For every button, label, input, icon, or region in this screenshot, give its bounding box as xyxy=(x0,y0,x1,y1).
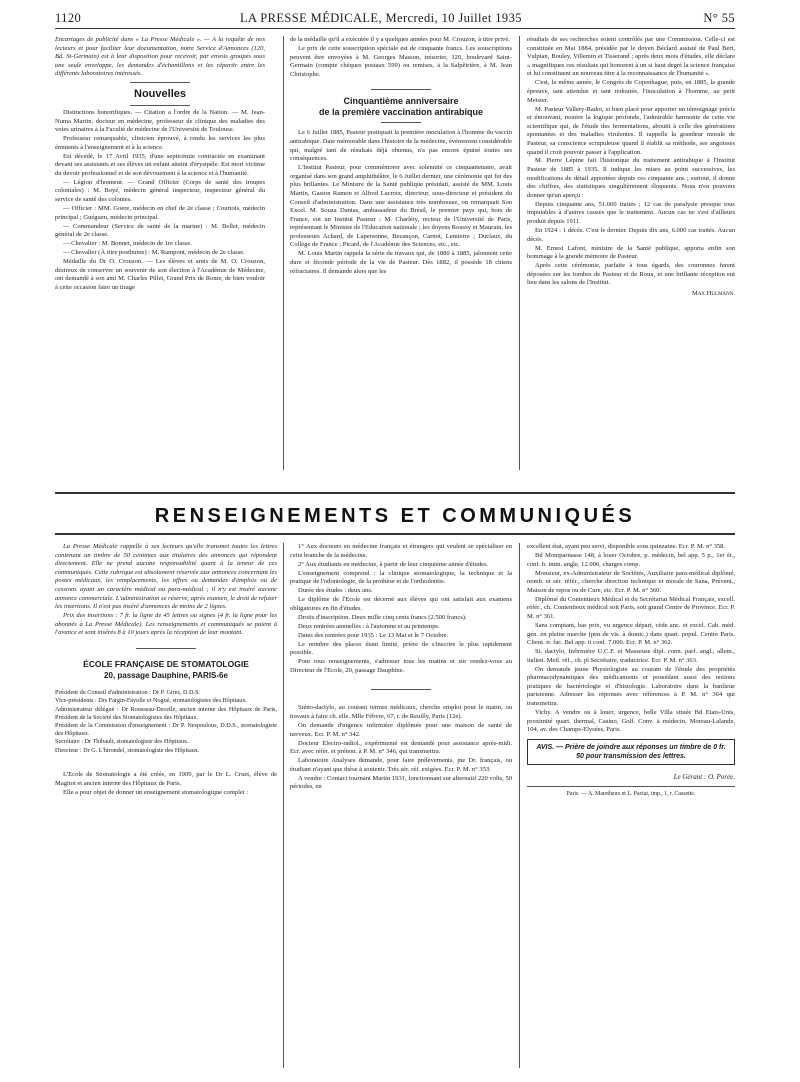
paragraph: résultats de ses recherches soient contrôlés par une Commission. Celle-ci est constituée en Mai 1884, présidée par le doyen Béclard assisté de Paul Bert, Vulpian, Bouley, Villemin et Tisserand ; après deux mois d'études, elle déclare « magnifiques ces résultats qui honorent à un si haut degré la science française et lui constituent un nouveau titre à la reconnaissance de l'humanité ». xyxy=(527,36,735,78)
page-header xyxy=(55,6,735,28)
paragraph: M. Ernest Lafont, ministre de la Santé publique, apporta enfin son hommage à la grande mémoire de Pasteur. xyxy=(527,244,735,261)
paragraph: Le 6 Juillet 1885, Pasteur pratiquait la première inoculation à l'homme du vaccin antirabique. Date mémorable dans l'histoire de la médecine, événement considérable qui, malgré tant de résultats déjà obtenus, n'a pas encore épuisé toutes ses conséquences. xyxy=(290,129,512,163)
paragraph: Dates des rentrées pour 1935 : Le 13 Mai et le 7 Octobre. xyxy=(298,631,449,639)
paragraph: — Officier : MM. Goere, médecin en chef de 2e classe ; Courtois, médecin principal ; Guéguen, médecin principal. xyxy=(55,205,265,221)
staff-line: Secrétaire : Dr Thibault, stomatologiste des Hôpitaux. xyxy=(55,738,189,746)
staff-line: Directeur : Dr G. L'hirondel, stomatologiste des Hôpitaux. xyxy=(55,746,200,754)
distinctions-paragraph: Distinctions honorifiques. — Citation a l'ordre de la Nation. — M. Jean-Numa Martin, docteur en médecine, professeur de clinique des maladies des voies urinaires à la Faculté de médecine de l'Université de Toulouse. xyxy=(55,108,265,134)
bottom-middle-column xyxy=(290,543,512,1073)
avis-box: AVIS. — Prière de joindre aux réponses un timbre de 0 fr. 50 pour transmission des lettres. xyxy=(527,739,735,765)
ecole-address: 20, passage Dauphine, PARIS-6e xyxy=(104,670,228,680)
classified-ad: On demande jeune Physiologiste au courant de l'étude des propriétés pharmacodynamiques des médicaments et possédant aussi des notions pratiques de bactériologie et d'histologie. Laboratoire dans la banlieue parisienne. Adresser les réponses avec références à P. M. n° 364 qui transmettra. xyxy=(527,665,735,708)
paragraph: Est décédé, le 17 Avril 1935, d'une septicémie contractée en examinant devant ses assistants et ses élèves un enfant atteint d'érysipèle. Est mort victime du devoir professionnel et de son dévouement à la science et à l'humanité. xyxy=(55,152,265,177)
staff-line: Administrateur délégué : Dr Rousseau-Decelle, ancien interne des Hôpitaux de Paris, Président de la Société des Stomatologistes des Hôpitaux. xyxy=(55,705,277,721)
classified-ad: Docteur Electro-radiol., expérimenté est demandé pour assistance après-midi. Ecr. avec référ. et prétent. à P. M. n° 346, qui transmettra. xyxy=(290,739,512,756)
staff-line: Président de la Commission d'enseignement : Dr P. Nespoulous, D.D.S., stomatologiste des Hôpitaux. xyxy=(55,722,277,738)
column-divider xyxy=(283,36,284,470)
paragraph: M. Pierre Lépine fait l'historique du traitement antirabique à l'Institut Pasteur de 1885 à 1935. Il indique les mises au point successives, les modifications de détail apportées depuis ces cinquante ans ; surtout, il donne des chiffres, des statistiques singulièrement éloquents. Nous n'en pouvons donner qu'un aperçu : xyxy=(527,157,735,199)
paragraph: 1° Aux docteurs en médecine français et étrangers qui veulent se spécialiser en cette branche de la médecine. xyxy=(290,543,512,559)
paragraph: Pour tous renseignements, s'adresser tous les matins et sur rendez-vous au Directeur de l'Ecole, 20, passage Dauphine. xyxy=(290,658,512,674)
classified-ad: Diplômé du Contentieux Médical et du Secrétariat Médical Français, excell. référ., ch. Contentieux médical soit Paris, soit grand Centre de Province. Ecr. P. M. n° 361. xyxy=(527,595,735,620)
divider xyxy=(381,122,421,123)
classified-ad: excellent état, ayant peu servi, disponible sous quinzaine. Ecr. P. M. n° 358. xyxy=(527,543,726,550)
bottom-right-column xyxy=(527,543,735,1073)
classified-ad: Monsieur, ex-Administrateur de Sociétés, Auxiliaire para-médical diplômé, nomb. et sér. référ., cherche direction technique et morale de Sana, Prévent., Maison de repos ou de Cure, etc. Ecr. P. M. n° 360. xyxy=(527,569,735,594)
divider xyxy=(371,689,431,690)
issue-number: N° 55 xyxy=(703,11,735,25)
paragraph: Deux rentrées annuelles : à l'automne et au printemps. xyxy=(298,622,440,630)
paragraph: M. Pasteur Vallery-Radot, si bien placé pour apporter un témoignage précis et émouvant, montre la logique profonde, l'admirable harmonie de cette vie scientifique qui, de l'étude des fermentations, aboutit à celle des générations spontanées et des maladies virulentes. Il rappelle la grandeur morale de Pasteur, sa conscience scrupuleuse quand il établit sa méthode, ses angoisses quand il croit pouvoir passer à l'application. xyxy=(527,105,735,156)
top-left-column xyxy=(55,36,265,476)
paragraph: Durée des études : deux ans. xyxy=(298,587,373,595)
top-middle-column xyxy=(290,36,512,476)
classified-ad: Sans comptant, bas prix, vu urgence départ, cède anc. et excel. Cab. méd. gén. en pleine marche (pen de vis. à domic.) dans quart. popul. Centre Paris. Client. tr. fac. Bel app. tt conf. 7.000. Ecr. P. M. n° 362. xyxy=(527,621,735,647)
divider xyxy=(130,82,190,83)
divider xyxy=(527,786,735,787)
renseignements-banner: RENSEIGNEMENTS ET COMMUNIQUÉS xyxy=(154,505,636,527)
classified-ad: A vendre : Contact tournant Martin 1931, fonctionnant sur alternatif 220 volts, 50 périodes, en xyxy=(290,774,512,791)
paragraph: — Légion d'honneur. — Grand Officier (Corps de santé des troupes coloniales) : M. Boyé, médecin général inspecteur, inspecteur général du service de santé des colonies. xyxy=(55,178,265,204)
classified-ad: Bd Montparnasse 148, à louer Octobre, p. médecin, bel app. 5 p., 1er ét., conf. b. imm. angle, 12.000, charges comp. xyxy=(527,551,735,568)
encartages-notice: Encartages de publicité dans « La Presse Médicale ». — A la requête de nos lecteurs et pour faciliter leur documentation, notre Service d'Annonces (120, Bd. St-Germain) est à leur disposition pour recevoir, par envois groupés sous une seule enveloppe, les demandes d'échantillons et les répartir entre les différents laboratoires intéressés. xyxy=(55,36,265,78)
article-title-line1: Cinquantième anniversaire xyxy=(343,96,459,107)
column-divider xyxy=(283,543,284,1068)
paragraph: L'Institut Pasteur, pour commémorer avec solennité ce cinquantenaire, avait organisé dans son grand amphithéâtre, le 6 Juillet dernier, une cérémonie qui fut des plus brillantes. Le Ministre de la Santé publique présidait, assisté de MM. Louis Martin, Gaston Ramon et Alfred Lacroix, directeur, sous-directeur et président du Conseil d'administration. Dans une assistance très nombreuse, on remarquait Son Excel. M. Souza Dantas, ambassadeur du Brésil, le premier pays qui, hors de France, eut un Institut Pasteur ; M. Charléty, recteur de l'Université de Paris, représentant le Ministre de l'Education nationale ; les doyens Roussy et Maurain, les professeurs Achard, de Lapersonne, Bezançon, Carnot, Lemierre ; Duclaux, du Collège de France ; Picard, de l'Académie des Sciences, etc., etc. xyxy=(290,164,512,249)
page-number: 1120 xyxy=(55,11,82,25)
paragraph: Après cette cérémonie, parfaite à tous égards, des couronnes furent déposées sur les tombes de Pasteur et de Roux, et une brillante réception eut lieu dans les salons de l'Institut. xyxy=(527,262,735,287)
staff-line: Vice-présidents : Drs Fargin-Fayolle et Nogué, stomatologistes des Hôpitaux. xyxy=(55,697,247,705)
signature: Max Hulmann. xyxy=(692,289,735,297)
medaille-paragraph: Médaille du Dr O. Crouzon. — Les élèves et amis de M. O. Crouzon, désireux de conserver un souvenir de son élection à l'Académie de Médecine, ont demandé à son ami M. Charles Pillet, Grand Prix de Rome, de bien vouloir à cette occasion faire un tirage xyxy=(55,258,265,291)
paragraph: Depuis cinquante ans, 51.600 traités ; 12 cas de paralysie presque tous imputables à d'autres causes que le traitement. Aucun cas ne s'est d'ailleurs produit depuis 1911. xyxy=(527,200,735,226)
paragraph: M. Louis Martin rappela la série de travaux qui, de 1880 à 1885, jalonnent cette dure et féconde période de la vie de Pasteur. Dès 1882, il possède 18 chiens réfractaires. Il demande alors que les xyxy=(290,250,512,275)
paragraph: C'est, la même année, le Congrès de Copenhague, puis, en 1885, la grande épreuve, tant attendue et tant redoutée, l'inoculation à l'homme, au petit Meister. xyxy=(527,79,735,104)
paragraph: L'enseignement comprend : la clinique stomatologique, la technique et la pratique de l'odontologie, de la prothèse et de l'orthodontie. xyxy=(290,569,512,586)
paragraph: — Chevalier (À titre posthume) : M. Rampont, médecin de 2e classe. xyxy=(63,249,245,257)
header-rule xyxy=(55,28,735,29)
banner-top-rule xyxy=(55,492,735,494)
paragraph: Le nombre des places étant limité, prière de s'inscrire le plus rapidement possible. xyxy=(290,640,512,657)
intro-paragraph: La Presse Médicale rappelle à ses lecteurs qu'elle transmet toutes les lettres contenant un timbre de 50 centimes aux titulaires des annonces qui répondent directement. Elle ne prend aucune responsabilité quant à la teneur de ces communiqués. Cette rubrique est absolument réservée aux annonces concernant les postes médicaux, les remplacements, les offres ou demandes d'emplois ou de cessions ayant un caractère médical ou para-médical ; il n'y est inséré aucune annonce commerciale. L'administration se réserve, après examen, le droit de refuser les insertions. Il n'est pas inséré d'annonces de moins de 2 lignes. xyxy=(55,543,277,611)
prix-paragraph: Prix des insertions : 7 fr. la ligne de 45 lettres ou signes (4 fr. la ligne pour les abonnés à La Presse Médicale). Les renseignements et communiqués se paient à l'avance et sont insérés 8 à 10 jours après la réception de leur montant. xyxy=(55,612,277,637)
paragraph: — Commandeur (Service de santé de la marine) : M. Bellet, médecin général de 2e classe. xyxy=(55,222,265,239)
classified-ad: Laboratoire Analyses demande, pour faire prélèvements, jne Dr. français, ou étudiant n'ayant que thèse à soutenir. Très sér. réf. exigées. Ecr. P. M. n° 353. xyxy=(290,757,512,773)
paragraph: L'Ecole de Stomatologie a été créée, en 1909, par le Dr L. Cruet, élève de Magitot et ancien interne des Hôpitaux de Paris. xyxy=(55,771,277,787)
column-divider xyxy=(519,543,520,1068)
paragraph: Droits d'inscription. Deux mille cinq cents francs (2.500 francs). xyxy=(298,613,467,621)
paragraph: En 1924 : 1 décès. C'est le dernier. Depuis dix ans, 6.000 cas traités. Aucun décès. xyxy=(527,227,735,243)
printer-line: Paris. — A. Maretheux et L. Pactat, imp., 1, r. Cassette. xyxy=(566,791,696,798)
newspaper-title: LA PRESSE MÉDICALE, Mercredi, 10 Juillet 1935 xyxy=(240,11,522,25)
divider xyxy=(136,648,196,649)
nouvelles-title: Nouvelles xyxy=(134,87,186,100)
gerant-line: Le Gérant : O. Porée. xyxy=(673,772,735,781)
article-title-line2: de la première vaccination antirabique xyxy=(318,107,484,118)
paragraph: Professeur remarquable, clinicien éprouvé, à rendu les services les plus éminents à l'enseignement et à la science. xyxy=(55,135,265,151)
divider xyxy=(130,105,190,106)
bottom-left-column xyxy=(55,543,277,1073)
top-right-column xyxy=(527,36,735,476)
paragraph: — Chevalier : M. Bonnet, médecin de 1re classe. xyxy=(63,240,192,248)
paragraph: Le diplôme de l'Ecole est décerné aux élèves qui ont satisfait aux examens obligatoires en fin d'études. xyxy=(290,596,512,612)
paragraph: Le prix de cette souscription spéciale est de cinquante francs. Les souscriptions peuvent être envoyées à M. Georges Masson, trésorier, 120, boulevard Saint-Germain (compte chèques postaux 599) ou remises, à la Salpêtrière, à M. Jean Christophe. xyxy=(290,44,512,78)
paragraph: Elle a pour objet de donner un enseignement stomatologique complet : xyxy=(63,788,249,796)
ecole-title: ÉCOLE FRANÇAISE DE STOMATOLOGIE xyxy=(83,658,249,669)
column-divider xyxy=(519,36,520,470)
paragraph: de la médaille qu'il a exécutée il y a quelques années pour M. Crouzon, à titre privé. xyxy=(290,36,510,43)
divider xyxy=(371,89,431,90)
staff-line: Président du Conseil d'administration : Dr P. Gires, D.D.S. xyxy=(55,688,200,696)
banner-bottom-rule xyxy=(55,533,735,535)
classified-ad: On demande d'urgence infirmière diplômée pour une maison de santé de nerveux. Ecr. P. M. n° 342. xyxy=(290,722,512,738)
classified-ad: St. dactylo, Infirmière U.C.F. et Masseuse dipl. conn. parf. angl., allem., italien. Meil. réf., ch. pl Secrétaire, traductrice. Ecr. P. M. n° 363. xyxy=(527,648,735,664)
classified-ad: Vichy. A vendre ou à louer, urgence, belle Villa située Bd Etats-Unis, proximité quart. thermal, Casino, Golf. Conv. à médecin. Moreau-Lalande, 104, av. des Champs-Elysées, Paris. xyxy=(527,709,735,734)
paragraph: 2° Aux étudiants en médecine, à partir de leur cinquième année d'études. xyxy=(298,560,489,568)
classified-ad: Sténo-dactylo, au courant termes médicaux, cherche emploi pour le matin, ou travaux à faire ch. elle. Mlle Fèbvre, 67, r. de Reuilly, Paris (12e). xyxy=(290,704,512,721)
